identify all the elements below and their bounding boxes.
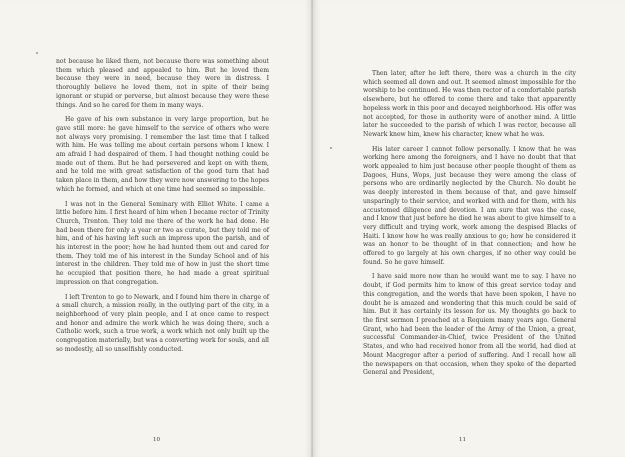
right-paragraph-1: Then later, after he left there, there was a church in the city which seemed all down and out. It seemed almost impossible for the worship to be continued. He was then rector of a comfortable parish elsewhere, but he offered to come there and take that apparently hopeless work in this poor and decayed neighborhood. His offer was not accepted, for those in authority were of another mind. A little later he succeeded to the parish of which I was rector, because all Newark knew him, knew his character, knew what he was. bbox=[363, 70, 576, 138]
left-paragraph-4: I left Trenton to go to Newark, and I found him there in charge of a small church, a mission really, in the outlying part of the city, in a neighborhood of very plain people, and I at once came to respect and honor and admire the work which he was doing there, such a Catholic work, such a true work, a work which not only built up the congregation materially, but was a converting work for souls, and all so modestly, all so unselfishly conducted. bbox=[56, 293, 269, 353]
paper-speck bbox=[36, 52, 38, 54]
left-paragraph-3: I was not in the General Seminary with Elliot White. I came a little before him. I first heard of him when I became rector of Trinity Church, Trenton. They told me there of the work he had done. He had been there for only a year or two as curate, but they told me of him, and of his having left such an impress upon the parish, and of his interest in the poor; how he had hunted them out and cared for them. They told me of his interest in the Sunday School and of his interest in the children. They told me of how in just the short time he occupied that position there, he had made a great spiritual impression on that congregation. bbox=[56, 200, 269, 286]
left-paragraph-1: not because he liked them, not because there was something about them which pleased and appealed to him. But he loved them because they were in need, because they were in distress. I thoroughly believe he loved them, not in spite of their being ignorant or stupid or perverse, but almost because they were these things. And so he cared for them in many ways. bbox=[56, 58, 269, 109]
left-paragraph-2: He gave of his own substance in very large proportion, but he gave still more: he gave himself to the service of others who were not always very promising. I remember the last time that I talked with him. He was telling me about certain persons whom I knew. I am afraid I had despaired of them. I had thought nothing could be made out of them. But he had persevered and kept on with them, and he told me with great satisfaction of the good turn that had taken place in them, and how they were now answering to the hopes which he formed, and which at one time had seemed so impossible. bbox=[56, 116, 269, 193]
left-page bbox=[0, 0, 312, 457]
right-page bbox=[313, 0, 625, 457]
right-paragraph-2: His later career I cannot follow personally. I know that he was working here among the foreigners, and I have no doubt that that work appealed to him just because other people thought of them as Dagoes, Huns, Wops, just because they were among the class of persons who are ordinarily neglected by the Church. No doubt he was deeply interested in them because of that, and gave himself unsparingly to their service, and worked with and for them, with his accustomed diligence and devotion. I am sure that was the case, and I know that just before he died he was about to give himself to a very difficult and trying work, work among the despised Blacks of Haiti. I know how he was really anxious to go; how he considered it was an honor to be thought of in that connection; and how he offered to go largely at his own charges, if no other way could be found. So he gave himself. bbox=[363, 145, 576, 266]
paper-speck bbox=[330, 147, 332, 149]
right-paragraph-3: I have said more now than he would want me to say. I have no doubt, if God permits him to know of this great service today and this congregation, and the words that have been spoken, I have no doubt he is amazed and wondering that this much could be said of him. But it has certainly its lesson for us. My thoughts go back to the first sermon I preached at a Requiem many years ago. General Grant, who had been the leader of the Army of the Union, a great, successful Commander-in-Chief, twice President of the United States, and who had received honor from all the world, had died at Mount Macgregor after a period of suffering. And I recall how all the newspapers on that occasion, when they spoke of the departed General and President, bbox=[363, 273, 576, 377]
left-page-number: 10 bbox=[153, 437, 160, 443]
right-page-number: 11 bbox=[459, 437, 466, 443]
left-page-text bbox=[56, 58, 269, 361]
right-page-text bbox=[363, 70, 576, 384]
